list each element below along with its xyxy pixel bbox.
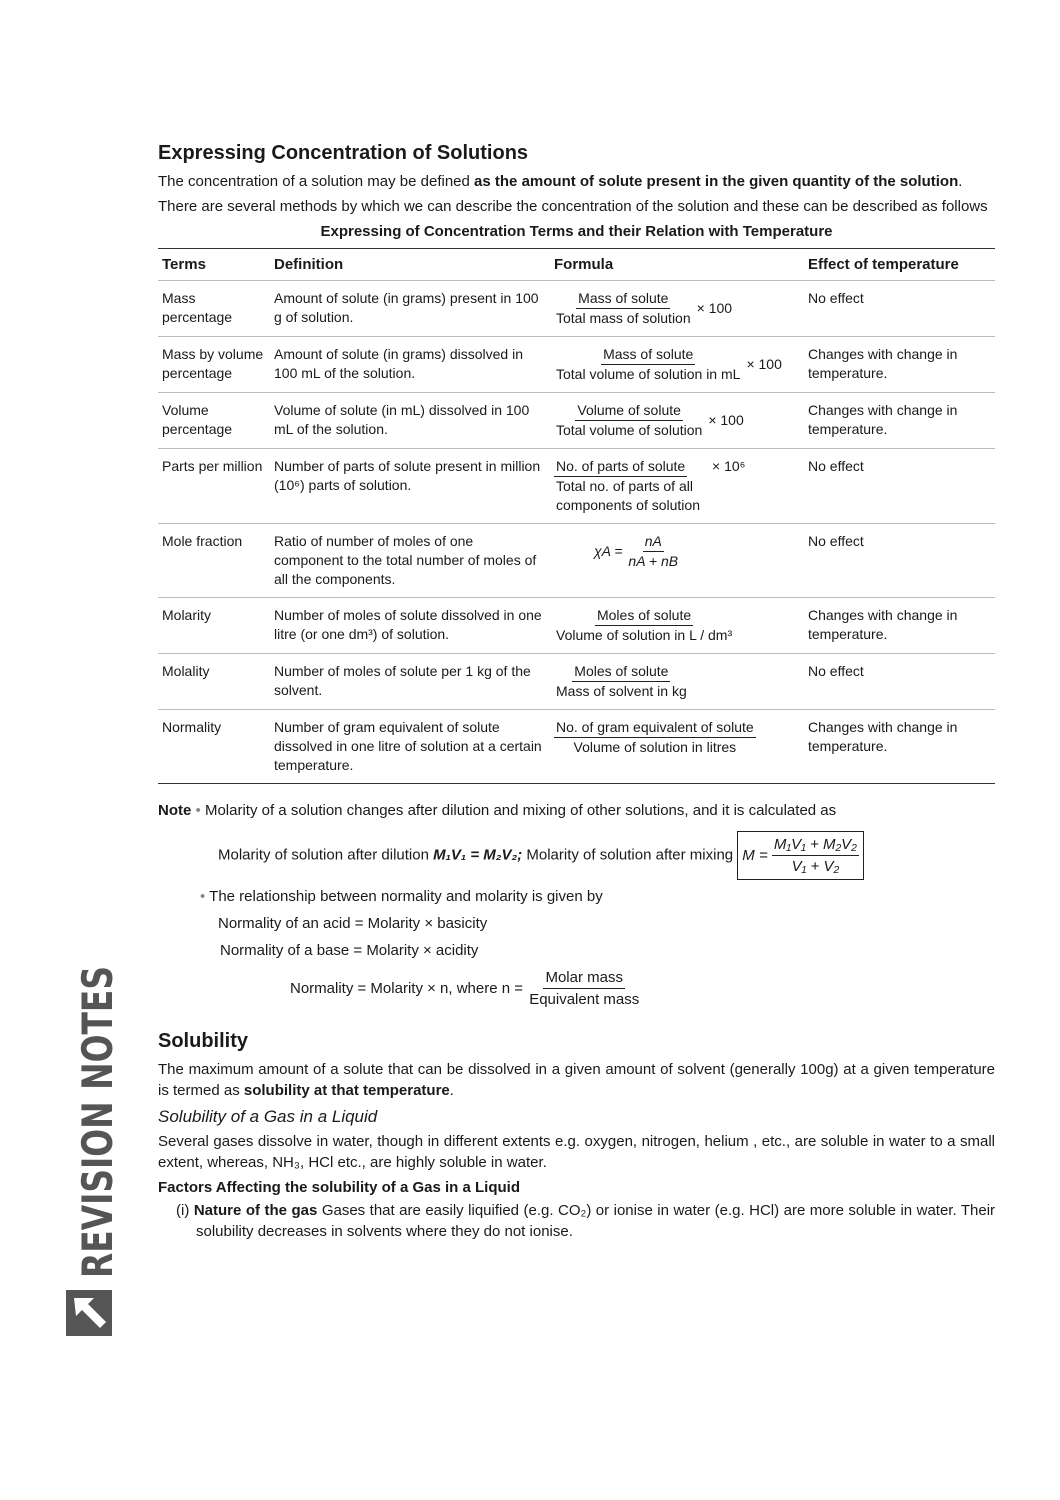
definition-cell: Volume of solute (in mL) dissolved in 100 mL of the solution. <box>270 393 550 449</box>
formula-numerator: Volume of solute <box>575 401 683 421</box>
table-row <box>158 654 995 710</box>
formula-denominator: Total mass of solution <box>556 310 691 326</box>
note-label: Note <box>158 802 192 819</box>
header-terms: Terms <box>158 249 270 281</box>
factor-item-1: (i) Nature of the gas Gases that are easily liquified (e.g. CO₂) or ionise in water (e.g. HCl) are more soluble in water. Their solubility decreases in solvents where they do not ionise. <box>176 1202 996 1240</box>
gas-solubility-text: Several gases dissolve in water, though in different extents e.g. oxygen, nitrogen, helium , etc., are soluble in water to a small extent, whereas, NH₃, HCl etc., are highly soluble in water. <box>158 1133 995 1171</box>
term-cell: Normality <box>158 710 270 784</box>
formula-cell <box>550 524 804 598</box>
formula-multiplier: × 100 <box>746 356 782 372</box>
effect-cell: No effect <box>804 449 995 524</box>
solubility-definition: The maximum amount of a solute that can be dissolved in a given amount of solvent (generally 100g) at a given temperature is termed as solubility at that temperature. <box>158 1061 995 1099</box>
formula-denominator: Volume of solution in litres <box>573 739 737 755</box>
formula-lhs: χA = <box>594 543 623 559</box>
note-bullet-2: The relationship between normality and molarity is given by <box>209 888 603 905</box>
mixing-formula-box: M = $\frac{\text{M₁V₁ + M₂V₂}}{\text{V₁ + V₂}}$ <box>737 831 864 880</box>
formula-denominator: Total volume of solution <box>556 422 703 438</box>
effect-cell: Changes with change in temperature. <box>804 337 995 393</box>
term-cell: Volume percentage <box>158 393 270 449</box>
formula-numerator: Moles of solute <box>595 606 693 626</box>
formula-cell <box>550 654 804 710</box>
formula-cell <box>550 393 804 449</box>
molarity-formulas: Molarity of solution after dilution M₁V₁ = M₂V₂; Molarity of solution after mixing M = $\frac{\text{M₁V₁ + M₂V₂}}{\text{V₁ + V₂}}$ <box>218 831 995 880</box>
definition-cell: Number of moles of solute per 1 kg of the solvent. <box>270 654 550 710</box>
revision-notes-sidebar <box>64 879 122 1340</box>
effect-cell: No effect <box>804 281 995 337</box>
concentration-table <box>158 248 995 784</box>
formula-numerator: nA <box>643 532 664 552</box>
normality-formula: Normality = Molarity × n, where n = $\frac{\text{Molar mass}}{\text{Equivalent mass}}$ <box>290 969 640 1008</box>
page-content <box>158 142 995 1246</box>
table-row <box>158 524 995 598</box>
formula-multiplier: × 100 <box>696 300 733 316</box>
factors-title: Factors Affecting the solubility of a Gas in a Liquid <box>158 1179 520 1196</box>
term-cell: Mass percentage <box>158 281 270 337</box>
definition-cell: Number of parts of solute present in million (10⁶) parts of solution. <box>270 449 550 524</box>
table-caption: Expressing of Concentration Terms and their Relation with Temperature <box>320 223 833 240</box>
section-title-concentration: Expressing Concentration of Solutions <box>158 142 529 164</box>
subsection-title-gas: Solubility of a Gas in a Liquid <box>158 1107 378 1126</box>
definition-cell: Amount of solute (in grams) dissolved in 100 mL of the solution. <box>270 337 550 393</box>
table-header-row <box>158 249 995 281</box>
formula-numerator: Mass of solute <box>601 345 695 365</box>
definition-cell: Number of gram equivalent of solute dissolved in one litre of solution at a certain temperature. <box>270 710 550 784</box>
formula-numerator: No. of gram equivalent of solute <box>554 718 756 738</box>
table-row <box>158 393 995 449</box>
normality-acid: Normality of an acid = Molarity × basicity <box>218 915 488 932</box>
note-bullet-1: Molarity of a solution changes after dilution and mixing of other solutions, and it is calculated as <box>204 802 837 819</box>
effect-cell: Changes with change in temperature. <box>804 393 995 449</box>
effect-cell: No effect <box>804 654 995 710</box>
definition-cell: Ratio of number of moles of one component to the total number of moles of all the components. <box>270 524 550 598</box>
header-definition: Definition <box>270 249 550 281</box>
section-title-solubility: Solubility <box>158 1030 248 1052</box>
formula-numerator: Moles of solute <box>572 662 670 682</box>
dilution-equation: M₁V₁ = M₂V₂; <box>433 846 523 864</box>
concentration-definition: The concentration of a solution may be defined as the amount of solute present in the given quantity of the solution. <box>158 173 963 190</box>
formula-numerator: Mass of solute <box>576 289 670 309</box>
term-cell: Mole fraction <box>158 524 270 598</box>
table-row <box>158 337 995 393</box>
formula-multiplier: × 100 <box>708 412 744 428</box>
revision-notes-label: REVISION NOTES <box>73 879 122 1278</box>
formula-cell <box>550 337 804 393</box>
term-cell: Molality <box>158 654 270 710</box>
term-cell: Parts per million <box>158 449 270 524</box>
formula-cell <box>550 281 804 337</box>
table-row <box>158 710 995 784</box>
definition-cell: Number of moles of solute dissolved in one litre (or one dm³) of solution. <box>270 598 550 654</box>
table-row <box>158 281 995 337</box>
normality-base: Normality of a base = Molarity × acidity <box>220 942 479 959</box>
effect-cell: Changes with change in temperature. <box>804 710 995 784</box>
term-cell: Molarity <box>158 598 270 654</box>
arrow-up-left-icon <box>66 1290 112 1336</box>
formula-numerator: No. of parts of solute <box>554 457 687 477</box>
header-formula: Formula <box>550 249 804 281</box>
formula-multiplier: × 10⁶ <box>712 458 746 474</box>
effect-cell: Changes with change in temperature. <box>804 598 995 654</box>
term-cell: Mass by volume percentage <box>158 337 270 393</box>
table-row <box>158 598 995 654</box>
formula-cell <box>550 710 804 784</box>
formula-cell <box>550 598 804 654</box>
formula-denominator: Mass of solvent in kg <box>556 683 687 699</box>
formula-denominator: Total no. of parts of all components of solution <box>556 478 700 513</box>
note-block: Note • Molarity of a solution changes after dilution and mixing of other solutions, and it is calculated as Molarity of solution after dilution M₁V₁ = M₂V₂; Molarity of solution after mixing M = $\frac{\text{M₁V₁ + M₂V₂}}{\text{V₁ + V₂}}$ • The relationship between normality and molarity is given by Normality of an acid = Molarity × basicity Normality of a base = Molarity × acidity Normality = Molarity × n, where n = $\frac{\text{Molar mass}}{\text{Equivalent mass}}$ <box>158 800 995 1010</box>
formula-denominator: Total volume of solution in mL <box>556 366 741 382</box>
header-effect: Effect of temperature <box>804 249 995 281</box>
table-row <box>158 449 995 524</box>
definition-cell: Amount of solute (in grams) present in 100 g of solution. <box>270 281 550 337</box>
formula-denominator: Volume of solution in L / dm³ <box>556 627 733 643</box>
concentration-methods: There are several methods by which we can describe the concentration of the solution and these can be described as follows <box>158 198 988 215</box>
formula-cell <box>550 449 804 524</box>
formula-denominator: nA + nB <box>628 553 679 569</box>
effect-cell: No effect <box>804 524 995 598</box>
